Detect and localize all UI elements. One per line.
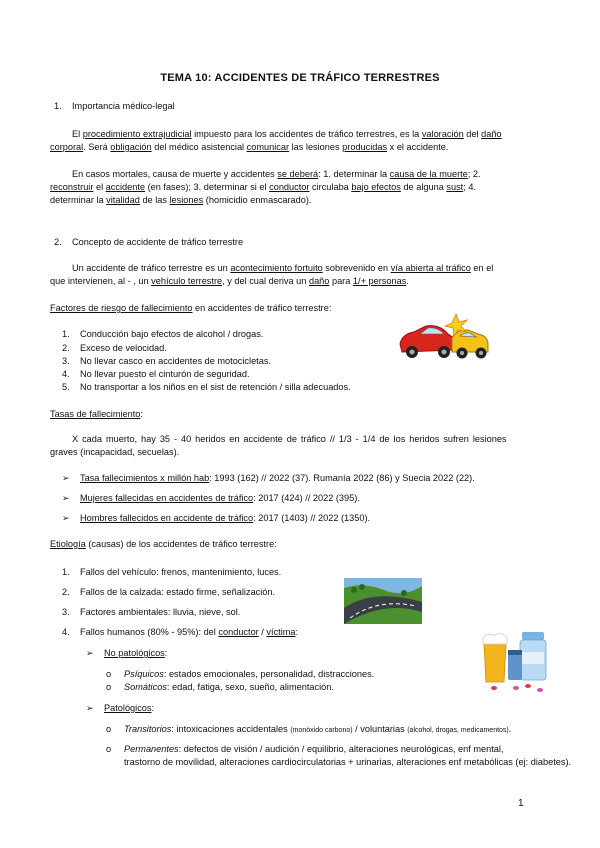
list-item-number: 3. xyxy=(62,356,70,366)
pathological-heading xyxy=(104,702,154,714)
psychic-item xyxy=(124,668,374,680)
section-1-number: 1. xyxy=(54,101,62,111)
pill-bottle-small-icon xyxy=(508,650,522,680)
underlined-text: daño xyxy=(308,276,330,286)
underlined-text: comunicar xyxy=(246,142,290,152)
underlined-text: vehículo terrestre xyxy=(151,276,223,286)
list-item: Conducción bajo efectos de alcohol / drogas. xyxy=(80,329,264,339)
text-run: : 2017 (424) // 2022 (395). xyxy=(253,493,360,503)
underlined-text: Tasa fallecimientos x millón hab xyxy=(80,473,210,483)
somatic-item xyxy=(124,681,334,693)
list-item xyxy=(80,492,360,504)
text-run: Fallos humanos (80% - 95%): del xyxy=(80,627,219,637)
page-title: TEMA 10: ACCIDENTES DE TRÁFICO TERRESTRES xyxy=(160,72,440,84)
list-item-number: 3. xyxy=(62,607,70,617)
list-item: No llevar casco en accidentes de motocicletas. xyxy=(80,356,271,366)
underlined-text: Tasas de fallecimiento xyxy=(50,409,141,419)
circle-bullet-icon: o xyxy=(106,682,112,692)
text-run: , y del cual deriva un xyxy=(222,276,309,286)
underlined-text: Factores de riesgo de fallecimiento xyxy=(50,303,193,313)
arrow-bullet-icon: ➢ xyxy=(86,703,94,713)
s1-paragraph-1-line-1 xyxy=(72,128,502,140)
list-item xyxy=(80,472,475,484)
s1-paragraph-2-line-1 xyxy=(72,168,481,180)
list-item xyxy=(80,566,281,578)
text-run: : intoxicaciones accidentales xyxy=(171,724,291,734)
arrow-bullet-icon: ➢ xyxy=(86,648,94,658)
text-run: para xyxy=(329,276,353,286)
list-item: No llevar puesto el cinturón de seguridad. xyxy=(80,369,250,379)
list-item xyxy=(80,606,240,618)
list-item-number: 4. xyxy=(62,627,70,637)
text-run: : estados emocionales, personalidad, distracciones. xyxy=(163,669,375,679)
text-run: : defectos de visión / audición / equilibrio, alteraciones neurológicas, enf mental, xyxy=(178,744,504,754)
circle-bullet-icon: o xyxy=(106,724,112,734)
text-run: x el accidente. xyxy=(387,142,449,152)
underlined-text: Hombres fallecidos en accidente de tráfico xyxy=(80,513,254,523)
text-run: del médico asistencial xyxy=(151,142,247,152)
text-run: de alguna xyxy=(400,182,447,192)
underlined-text: procedimiento extrajudicial xyxy=(82,129,192,139)
underlined-text: Mujeres fallecidas en accidentes de tráfico xyxy=(80,493,254,503)
text-run: : xyxy=(295,627,299,637)
transitory-item xyxy=(124,723,511,737)
underlined-text: obligación xyxy=(110,142,152,152)
text-run: : 2017 (1403) // 2022 (1350). xyxy=(253,513,371,523)
s1-paragraph-2-line-3 xyxy=(50,194,312,206)
text-run: . xyxy=(406,276,409,286)
etiology-heading xyxy=(50,538,277,550)
underlined-text: conductor xyxy=(269,182,310,192)
colon: : xyxy=(151,703,155,713)
underlined-text: conductor xyxy=(218,627,259,637)
text-run: : xyxy=(140,409,143,419)
underlined-text: accidente xyxy=(105,182,146,192)
underlined-text: Etiología xyxy=(50,539,86,549)
text-run: las lesiones xyxy=(289,142,343,152)
text-run: (monóxido carbono) xyxy=(290,727,353,734)
list-item-number: 1. xyxy=(62,329,70,339)
text-run: (en fases); 3. determinar si el xyxy=(145,182,270,192)
permanent-item-line-2: trastorno de movilidad, alteraciones cardiocirculatorias + urinarias, alteraciones enf metabólicas (ej: diabetes). xyxy=(124,757,572,767)
text-run: ; 4. xyxy=(463,182,476,192)
italic-text: Transitorios xyxy=(124,724,172,734)
italic-text: Psíquicos xyxy=(124,669,164,679)
red-car-icon xyxy=(400,326,454,358)
underlined-text: se deberá xyxy=(277,169,319,179)
no-pathological-heading xyxy=(104,647,167,659)
list-item: No transportar a los niños en el sist de retención / silla adecuados. xyxy=(80,382,351,392)
text-run: impuesto para los accidentes de tráfico terrestres, es la xyxy=(191,129,422,139)
list-item-number: 4. xyxy=(62,369,70,379)
arrow-bullet-icon: ➢ xyxy=(62,513,70,523)
underlined-text: reconstruir xyxy=(50,182,94,192)
permanent-item-line-1 xyxy=(124,743,503,755)
underlined-text: causa de la muerte xyxy=(389,169,468,179)
text-run: (homicidio enmascarado). xyxy=(203,195,312,205)
underlined-text: sust xyxy=(446,182,464,192)
text-run: : 1993 (162) // 2022 (37). Rumanía 2022 (86) y Suecia 2022 (22). xyxy=(209,473,475,483)
drugs-alcohol-illustration xyxy=(480,624,552,694)
tasas-paragraph-line-1: X cada muerto, hay 35 - 40 heridos en accidente de tráfico // 1/3 - 1/4 de los heridos sufren lesiones xyxy=(72,434,507,444)
no-pathological-label: No patológicos xyxy=(104,648,165,658)
text-run: circulaba xyxy=(309,182,352,192)
underlined-text: acontecimiento fortuito xyxy=(230,263,323,273)
text-run: En casos mortales, causa de muerte y accidentes xyxy=(72,169,278,179)
underlined-text: corporal xyxy=(50,142,84,152)
text-run: . xyxy=(508,724,512,734)
list-item xyxy=(80,512,370,524)
list-item-number: 5. xyxy=(62,382,70,392)
italic-text: Permanentes xyxy=(124,744,179,754)
pill-bottle-icon xyxy=(520,632,546,680)
text-run: Un accidente de tráfico terrestre es un xyxy=(72,263,231,273)
text-run: (causas) de los accidentes de tráfico terrestre: xyxy=(85,539,277,549)
tasas-heading xyxy=(50,408,143,420)
list-item: Exceso de velocidad. xyxy=(80,343,167,353)
colon: : xyxy=(164,648,168,658)
underlined-text: vía abierta al tráfico xyxy=(390,263,471,273)
underlined-text: vitalidad xyxy=(106,195,140,205)
s1-paragraph-1-line-2 xyxy=(50,141,448,153)
text-run: en accidentes de tráfico terrestre: xyxy=(192,303,332,313)
arrow-bullet-icon: ➢ xyxy=(62,473,70,483)
section-1-heading: Importancia médico-legal xyxy=(72,101,175,111)
italic-text: Somáticos xyxy=(124,682,167,692)
pills-icon xyxy=(491,684,543,692)
text-run: sobrevenido en xyxy=(322,263,391,273)
underlined-text: valoración xyxy=(421,129,464,139)
text-run: El xyxy=(72,129,83,139)
text-run: . Será xyxy=(83,142,111,152)
text-run: / voluntarias xyxy=(352,724,408,734)
list-item xyxy=(80,586,275,598)
list-item-number: 2. xyxy=(62,587,70,597)
section-2-number: 2. xyxy=(54,237,62,247)
tasas-paragraph-line-2: graves (incapacidad, secuelas). xyxy=(50,447,180,457)
section-2-heading: Concepto de accidente de tráfico terrestre xyxy=(72,237,244,247)
text-run: : 1. determinar la xyxy=(318,169,390,179)
text-run: Factores ambientales: lluvia, nieve, sol. xyxy=(80,607,241,617)
text-run: (alcohol, drogas, medicamentos) xyxy=(407,727,509,734)
circle-bullet-icon: o xyxy=(106,744,112,754)
underlined-text: 1/+ personas xyxy=(352,276,407,286)
text-run: de las xyxy=(139,195,170,205)
text-run: Fallos del vehículo: frenos, mantenimiento, luces. xyxy=(80,567,282,577)
underlined-text: bajo efectos xyxy=(351,182,401,192)
text-run: del xyxy=(463,129,482,139)
beer-glass-icon xyxy=(483,633,507,682)
list-item-number: 2. xyxy=(62,343,70,353)
underlined-text: producidas xyxy=(342,142,388,152)
text-run: / xyxy=(258,627,267,637)
underlined-text: daño xyxy=(481,129,502,139)
s1-paragraph-2-line-2 xyxy=(50,181,476,193)
arrow-bullet-icon: ➢ xyxy=(62,493,70,503)
yellow-car-icon xyxy=(452,330,488,359)
underlined-text: lesiones xyxy=(169,195,204,205)
list-item xyxy=(80,626,298,638)
underlined-text: víctima xyxy=(266,627,296,637)
car-crash-illustration xyxy=(396,312,492,364)
s2-paragraph-line-1 xyxy=(72,262,493,274)
text-run: en el xyxy=(470,263,494,273)
text-run: determinar la xyxy=(50,195,107,205)
text-run: el xyxy=(93,182,106,192)
list-item-number: 1. xyxy=(62,567,70,577)
risk-factors-heading xyxy=(50,302,331,314)
text-run: que intervienen, al - , un xyxy=(50,276,152,286)
pathological-label: Patológicos xyxy=(104,703,152,713)
text-run: Fallos de la calzada: estado firme, señalización. xyxy=(80,587,276,597)
circle-bullet-icon: o xyxy=(106,669,112,679)
s2-paragraph-line-2 xyxy=(50,275,409,287)
page-number: 1 xyxy=(518,798,524,809)
road-illustration xyxy=(344,578,422,624)
text-run: ; 2. xyxy=(467,169,481,179)
text-run: : edad, fatiga, sexo, sueño, alimentación. xyxy=(166,682,334,692)
